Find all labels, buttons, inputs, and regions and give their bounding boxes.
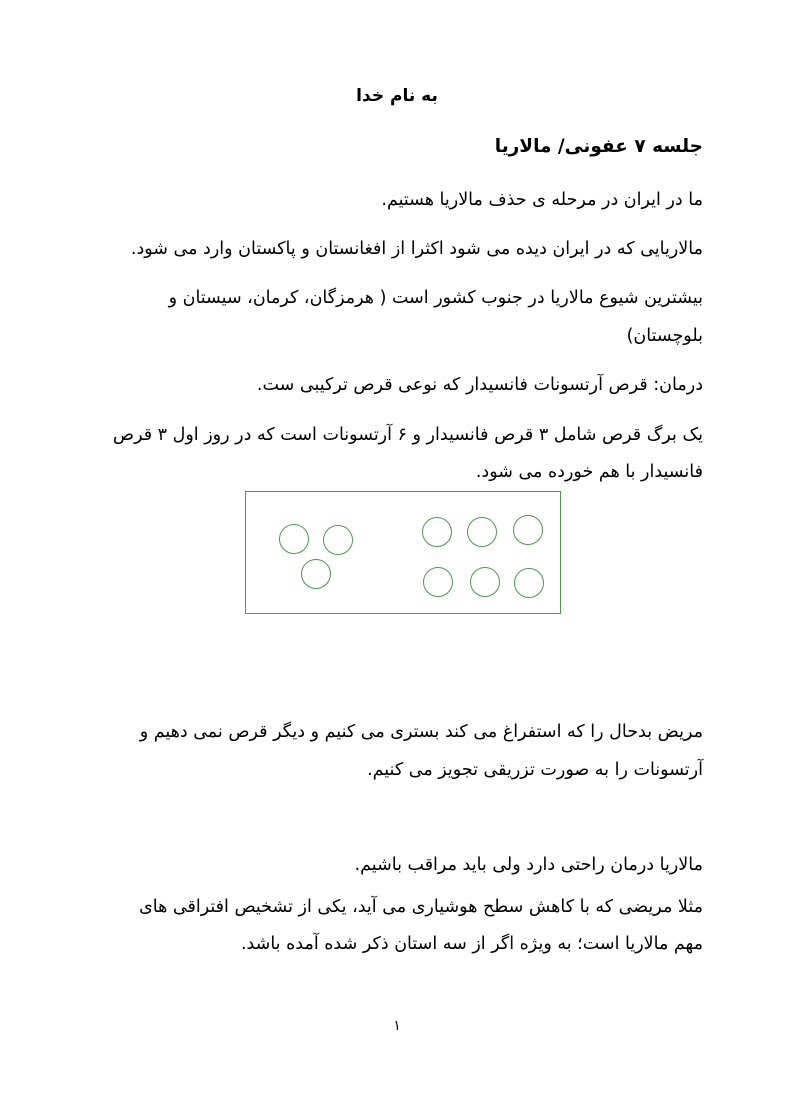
text-line: ما در ایران در مرحله ی حذف مالاریا هستیم.	[381, 190, 703, 210]
text-line: آرتسونات را به صورت تزریقی تجویز می کنیم.	[367, 760, 703, 780]
page-header: به نام خدا	[356, 86, 438, 106]
text-line: یک برگ قرص شامل ۳ قرص فانسیدار و ۶ آرتسونات است که در روز اول ۳ قرص	[112, 425, 703, 445]
tablet-circle	[301, 559, 331, 589]
text-line: بیشترین شیوع مالاریا در جنوب کشور است ( هرمزگان، کرمان، سیستان و	[168, 288, 703, 308]
tablet-circle	[279, 524, 309, 554]
text-line: مریض بدحال را که استفراغ می کند بستری می کنیم و دیگر قرص نمی دهیم و	[139, 722, 703, 742]
text-line: بلوچستان)	[626, 326, 703, 346]
text-line: مهم مالاریا است؛ به ویژه اگر از سه استان ذکر شده آمده باشد.	[240, 934, 703, 954]
text-line: مالاریا درمان راحتی دارد ولی باید مراقب باشیم.	[354, 855, 703, 875]
text-line: فانسیدار با هم خورده می شود.	[475, 462, 703, 482]
tablet-circle	[514, 568, 544, 598]
tablet-circle	[467, 517, 497, 547]
tablet-circle	[422, 517, 452, 547]
page-number: ۱	[393, 1018, 401, 1034]
tablet-circle	[470, 567, 500, 597]
blister-pack-diagram	[245, 491, 561, 614]
text-line: مالاریایی که در ایران دیده می شود اکثرا از افغانستان و پاکستان وارد می شود.	[130, 239, 703, 259]
tablet-circle	[513, 515, 543, 545]
page-title: جلسه ۷ عفونی/ مالاریا	[494, 136, 703, 157]
text-line: درمان: قرص آرتسونات فانسیدار که نوعی قرص ترکیبی ست.	[256, 375, 703, 395]
text-line: مثلا مریضی که با کاهش سطح هوشیاری می آید، یکی از تشخیص افتراقی های	[139, 897, 703, 917]
tablet-circle	[423, 567, 453, 597]
tablet-circle	[323, 525, 353, 555]
